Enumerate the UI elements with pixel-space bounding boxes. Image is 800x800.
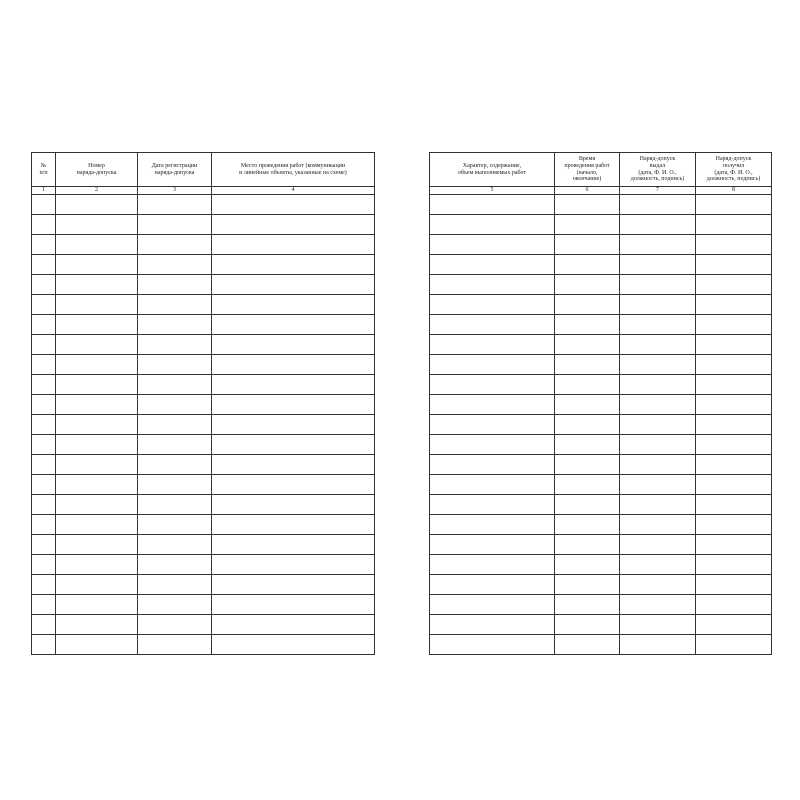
table-cell xyxy=(138,275,212,295)
table-cell xyxy=(56,415,138,435)
table-cell xyxy=(555,435,620,455)
table-cell xyxy=(56,335,138,355)
table-cell xyxy=(430,555,555,575)
table-cell xyxy=(620,635,696,655)
table-cell xyxy=(56,535,138,555)
table-cell xyxy=(696,555,772,575)
table-cell xyxy=(430,475,555,495)
table-cell xyxy=(555,195,620,215)
table-row xyxy=(32,375,375,395)
table-cell xyxy=(32,395,56,415)
table-cell xyxy=(696,275,772,295)
table-cell xyxy=(620,595,696,615)
table-cell xyxy=(620,275,696,295)
table-cell xyxy=(212,415,375,435)
table-cell xyxy=(212,455,375,475)
table-row xyxy=(32,295,375,315)
column-number: 7 xyxy=(620,187,696,195)
table-cell xyxy=(620,315,696,335)
table-cell xyxy=(138,255,212,275)
table-row xyxy=(430,295,772,315)
table-cell xyxy=(555,515,620,535)
table-cell xyxy=(212,195,375,215)
table-cell xyxy=(56,635,138,655)
table-row xyxy=(430,435,772,455)
table-cell xyxy=(32,355,56,375)
table-cell xyxy=(696,515,772,535)
table-cell xyxy=(620,295,696,315)
table-cell xyxy=(620,575,696,595)
table-cell xyxy=(32,335,56,355)
table-row xyxy=(32,515,375,535)
table-cell xyxy=(56,595,138,615)
table-cell xyxy=(620,235,696,255)
table-cell xyxy=(32,455,56,475)
table-cell xyxy=(430,235,555,255)
table-row xyxy=(430,635,772,655)
table-cell xyxy=(620,215,696,235)
table-cell xyxy=(555,595,620,615)
table-row xyxy=(32,335,375,355)
table-row xyxy=(32,495,375,515)
table-cell xyxy=(32,615,56,635)
table-cell xyxy=(430,395,555,415)
table-cell xyxy=(56,615,138,635)
table-row xyxy=(32,535,375,555)
table-row xyxy=(430,355,772,375)
table-cell xyxy=(138,395,212,415)
table-cell xyxy=(32,195,56,215)
table-row xyxy=(430,395,772,415)
table-cell xyxy=(212,275,375,295)
table-cell xyxy=(212,215,375,235)
table-cell xyxy=(555,475,620,495)
table-row xyxy=(430,495,772,515)
table-cell xyxy=(56,375,138,395)
table-cell xyxy=(56,215,138,235)
table-cell xyxy=(212,375,375,395)
table-cell xyxy=(138,195,212,215)
table-cell xyxy=(212,435,375,455)
table-cell xyxy=(32,275,56,295)
left-page-register-table xyxy=(31,152,375,655)
table-cell xyxy=(56,355,138,375)
table-row xyxy=(430,255,772,275)
table-cell xyxy=(430,535,555,555)
table-cell xyxy=(138,595,212,615)
table-cell xyxy=(430,435,555,455)
table-cell xyxy=(212,555,375,575)
table-cell xyxy=(555,235,620,255)
table-cell xyxy=(56,575,138,595)
table-cell xyxy=(696,395,772,415)
table-cell xyxy=(430,215,555,235)
table-row xyxy=(32,575,375,595)
table-cell xyxy=(620,255,696,275)
table-cell xyxy=(212,395,375,415)
table-row xyxy=(430,455,772,475)
table-body xyxy=(430,195,772,655)
table-cell xyxy=(212,255,375,275)
table-cell xyxy=(555,555,620,575)
table-cell xyxy=(56,475,138,495)
table-cell xyxy=(138,415,212,435)
table-cell xyxy=(56,515,138,535)
table-cell xyxy=(620,555,696,575)
header-row xyxy=(32,153,375,187)
column-header: Дата регистрации наряда-допуска xyxy=(138,153,212,187)
table-cell xyxy=(555,635,620,655)
table-cell xyxy=(430,595,555,615)
table-cell xyxy=(138,495,212,515)
table-cell xyxy=(56,295,138,315)
table-cell xyxy=(555,295,620,315)
table-cell xyxy=(620,375,696,395)
table-cell xyxy=(620,335,696,355)
table-cell xyxy=(620,535,696,555)
table-cell xyxy=(430,415,555,435)
table-cell xyxy=(430,495,555,515)
table-row xyxy=(32,355,375,375)
table-cell xyxy=(32,635,56,655)
column-number-row xyxy=(430,187,772,195)
table-cell xyxy=(696,315,772,335)
table-row xyxy=(32,555,375,575)
table-cell xyxy=(56,235,138,255)
table-cell xyxy=(620,455,696,475)
table-cell xyxy=(212,235,375,255)
table-row xyxy=(430,275,772,295)
table-cell xyxy=(620,415,696,435)
table-cell xyxy=(555,495,620,515)
table-cell xyxy=(696,635,772,655)
table-cell xyxy=(555,415,620,435)
table-row xyxy=(32,475,375,495)
table-cell xyxy=(430,615,555,635)
table-row xyxy=(32,595,375,615)
table-cell xyxy=(696,595,772,615)
table-row xyxy=(32,435,375,455)
table-cell xyxy=(620,495,696,515)
column-header: Место проведения работ (коммуникации и линейные объекты, указанные на схеме) xyxy=(212,153,375,187)
table-cell xyxy=(138,515,212,535)
table-cell xyxy=(696,615,772,635)
table-cell xyxy=(212,295,375,315)
table-cell xyxy=(696,435,772,455)
table-cell xyxy=(138,575,212,595)
table-row xyxy=(430,215,772,235)
table-row xyxy=(32,255,375,275)
table-cell xyxy=(696,195,772,215)
table-cell xyxy=(430,295,555,315)
table-cell xyxy=(620,475,696,495)
table-cell xyxy=(555,375,620,395)
table-cell xyxy=(696,495,772,515)
table-row xyxy=(430,595,772,615)
table-cell xyxy=(212,335,375,355)
header-row xyxy=(430,153,772,187)
table-cell xyxy=(620,615,696,635)
column-header: Наряд-допуск получил (дата, Ф. И. О., должность, подпись) xyxy=(696,153,772,187)
table-body xyxy=(32,195,375,655)
table-cell xyxy=(32,475,56,495)
table-cell xyxy=(430,315,555,335)
table-row xyxy=(430,335,772,355)
table-cell xyxy=(138,215,212,235)
table-row xyxy=(32,395,375,415)
table-cell xyxy=(696,255,772,275)
table-cell xyxy=(138,335,212,355)
table-cell xyxy=(32,415,56,435)
column-header: Характер, содержание, объем выполняемых работ xyxy=(430,153,555,187)
table-row xyxy=(32,635,375,655)
table-cell xyxy=(555,355,620,375)
table-row xyxy=(430,415,772,435)
table-cell xyxy=(32,315,56,335)
table-cell xyxy=(555,275,620,295)
column-header: Время проведения работ (начало, окончание) xyxy=(555,153,620,187)
table-cell xyxy=(430,635,555,655)
table-cell xyxy=(696,335,772,355)
table-cell xyxy=(696,295,772,315)
table-row xyxy=(430,315,772,335)
table-cell xyxy=(32,255,56,275)
table-cell xyxy=(555,615,620,635)
table-cell xyxy=(138,555,212,575)
table-row xyxy=(32,235,375,255)
table-cell xyxy=(32,595,56,615)
table-cell xyxy=(430,515,555,535)
column-header: Наряд-допуск выдал (дата, Ф. И. О., должность, подпись) xyxy=(620,153,696,187)
table-row xyxy=(430,375,772,395)
column-header: № п/п xyxy=(32,153,56,187)
table-cell xyxy=(212,355,375,375)
table-cell xyxy=(138,475,212,495)
table-row xyxy=(32,415,375,435)
column-number: 1 xyxy=(32,187,56,195)
table-cell xyxy=(620,195,696,215)
table-cell xyxy=(56,395,138,415)
table-cell xyxy=(430,375,555,395)
table-cell xyxy=(32,495,56,515)
table-cell xyxy=(138,535,212,555)
table-cell xyxy=(212,495,375,515)
table-cell xyxy=(696,415,772,435)
table-cell xyxy=(212,515,375,535)
table-cell xyxy=(430,335,555,355)
column-number: 6 xyxy=(555,187,620,195)
table-cell xyxy=(555,395,620,415)
table-cell xyxy=(620,395,696,415)
table-row xyxy=(430,195,772,215)
table-cell xyxy=(212,535,375,555)
table-cell xyxy=(56,275,138,295)
table-cell xyxy=(555,335,620,355)
table-cell xyxy=(620,355,696,375)
table-cell xyxy=(555,315,620,335)
table-cell xyxy=(32,555,56,575)
table-cell xyxy=(32,295,56,315)
table-cell xyxy=(430,455,555,475)
table-cell xyxy=(430,575,555,595)
table-cell xyxy=(32,515,56,535)
table-cell xyxy=(138,635,212,655)
table-cell xyxy=(32,215,56,235)
table-cell xyxy=(32,575,56,595)
table-row xyxy=(32,615,375,635)
table-cell xyxy=(696,455,772,475)
table-cell xyxy=(555,535,620,555)
table-cell xyxy=(56,315,138,335)
table-cell xyxy=(56,555,138,575)
table-cell xyxy=(555,455,620,475)
table-cell xyxy=(32,535,56,555)
table-cell xyxy=(56,455,138,475)
table-cell xyxy=(696,475,772,495)
table-cell xyxy=(430,195,555,215)
table-cell xyxy=(212,615,375,635)
column-header: Номер наряда-допуска xyxy=(56,153,138,187)
table-cell xyxy=(696,575,772,595)
table-cell xyxy=(212,575,375,595)
column-number: 3 xyxy=(138,187,212,195)
table-cell xyxy=(212,635,375,655)
table-cell xyxy=(430,275,555,295)
table-row xyxy=(32,315,375,335)
table-cell xyxy=(32,375,56,395)
table-row xyxy=(430,535,772,555)
table-cell xyxy=(138,435,212,455)
table-cell xyxy=(212,595,375,615)
column-number-row xyxy=(32,187,375,195)
table-cell xyxy=(56,255,138,275)
table-cell xyxy=(696,215,772,235)
table-cell xyxy=(555,575,620,595)
table-cell xyxy=(555,255,620,275)
table-cell xyxy=(56,195,138,215)
table-cell xyxy=(620,435,696,455)
table-cell xyxy=(56,435,138,455)
table-cell xyxy=(696,535,772,555)
table-cell xyxy=(32,235,56,255)
table-row xyxy=(32,215,375,235)
table-cell xyxy=(138,235,212,255)
table-cell xyxy=(138,315,212,335)
right-page-register-table xyxy=(429,152,772,655)
table-row xyxy=(32,275,375,295)
table-cell xyxy=(696,375,772,395)
table-cell xyxy=(32,435,56,455)
table-row xyxy=(430,575,772,595)
table-cell xyxy=(212,475,375,495)
table-cell xyxy=(430,255,555,275)
table-cell xyxy=(696,235,772,255)
table-cell xyxy=(138,295,212,315)
table-cell xyxy=(138,455,212,475)
column-number: 2 xyxy=(56,187,138,195)
table-cell xyxy=(212,315,375,335)
table-row xyxy=(430,615,772,635)
column-number: 4 xyxy=(212,187,375,195)
table-cell xyxy=(430,355,555,375)
table-row xyxy=(430,475,772,495)
table-row xyxy=(32,195,375,215)
table-row xyxy=(430,515,772,535)
table-cell xyxy=(138,615,212,635)
table-cell xyxy=(138,355,212,375)
column-number: 5 xyxy=(430,187,555,195)
table-cell xyxy=(138,375,212,395)
table-cell xyxy=(620,515,696,535)
table-row xyxy=(430,235,772,255)
table-cell xyxy=(555,215,620,235)
table-cell xyxy=(56,495,138,515)
table-cell xyxy=(696,355,772,375)
table-row xyxy=(430,555,772,575)
column-number: 8 xyxy=(696,187,772,195)
table-row xyxy=(32,455,375,475)
